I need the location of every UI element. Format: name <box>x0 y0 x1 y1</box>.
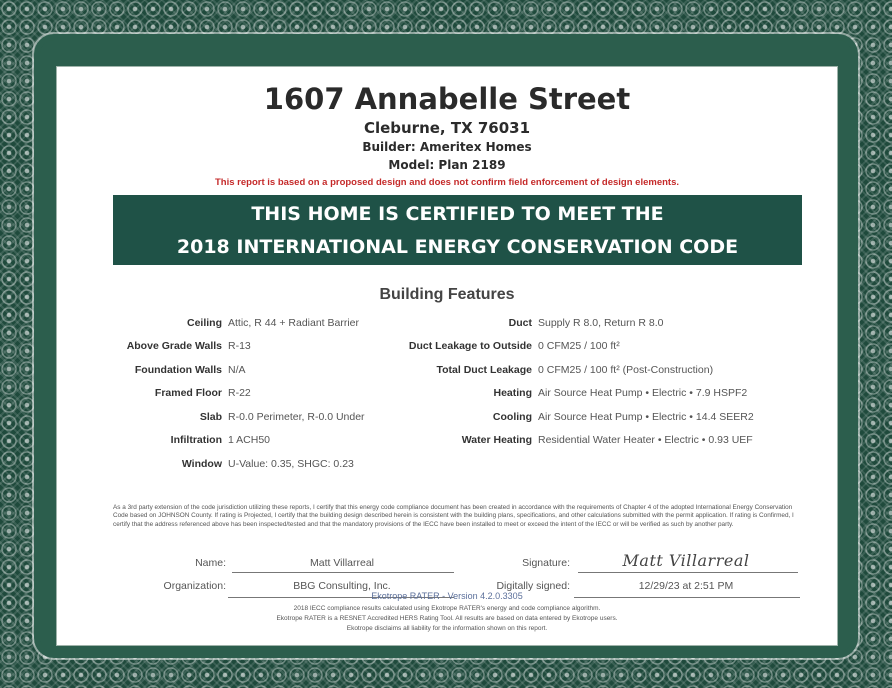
feature-label: Cooling <box>492 411 532 423</box>
banner-line-2: 2018 INTERNATIONAL ENERGY CONSERVATION CODE <box>176 236 739 258</box>
feature-value: Attic, R 44 + Radiant Barrier <box>228 317 360 329</box>
feature-label: Duct Leakage to Outside <box>408 340 532 352</box>
feature-value: U-Value: 0.35, SHGC: 0.23 <box>228 458 354 470</box>
feature-value: 0 CFM25 / 100 ft² <box>538 340 620 352</box>
address-title: 1607 Annabelle Street <box>263 82 631 116</box>
digitally-signed-value: 12/29/23 at 2:51 PM <box>638 580 734 592</box>
design-disclaimer: This report is based on a proposed design and does not confirm field enforcement of design elements. <box>215 177 679 188</box>
feature-label: Infiltration <box>170 434 222 446</box>
organization-value: BBG Consulting, Inc. <box>293 580 391 592</box>
feature-value: 1 ACH50 <box>228 434 271 446</box>
feature-label: Above Grade Walls <box>126 340 222 352</box>
name-value: Matt Villarreal <box>310 557 374 569</box>
feature-label: Window <box>181 458 222 470</box>
digitally-signed-label: Digitally signed: <box>496 580 570 592</box>
footer-line-3: Ekotrope disclaims all liability for the information shown on this report. <box>346 625 548 632</box>
signature-value: Matt Villarreal <box>622 551 750 570</box>
software-version: Ekotrope RATER - Version 4.2.0.3305 <box>371 591 523 601</box>
feature-value: R-22 <box>228 387 251 399</box>
feature-value: Supply R 8.0, Return R 8.0 <box>538 317 664 329</box>
feature-value: Air Source Heat Pump • Electric • 7.9 HSPF2 <box>538 387 748 399</box>
feature-label: Heating <box>493 387 532 399</box>
feature-value: N/A <box>228 364 246 376</box>
builder-line: Builder: Ameritex Homes <box>362 140 532 154</box>
footer-line-1: 2018 IECC compliance results calculated using Ekotrope RATER's energy and code compliance algorithm. <box>293 605 601 612</box>
certification-statement: As a 3rd party extension of the code jurisdiction utilizing these reports, I certify that this energy code compliance document has been created in accordance with the requirements of Chapter 4 of the adopted International Energy Conservation Code based on JOHNSON County. If rating is Projected, I certify that the building design described herein is consistent with the building plans, specifications, and other calculations submitted with the permit application. If rating is Confirmed, I certify that the address referenced above has been inspected/tested and that the mandatory provisions of the IECC have been installed to meet or exceed the intent of the IECC or will be verified as such by another party. <box>113 504 794 528</box>
feature-label: Ceiling <box>186 317 222 329</box>
model-line: Model: Plan 2189 <box>388 158 506 172</box>
name-label: Name: <box>195 557 226 569</box>
feature-label: Duct <box>508 317 532 329</box>
feature-value: R-0.0 Perimeter, R-0.0 Under <box>228 411 365 423</box>
features-heading: Building Features <box>379 286 515 303</box>
feature-label: Foundation Walls <box>134 364 222 376</box>
signature-line <box>578 572 798 573</box>
feature-label: Water Heating <box>461 434 532 446</box>
city-line: Cleburne, TX 76031 <box>363 119 531 137</box>
footer-line-2: Ekotrope RATER is a RESNET Accredited HERS Rating Tool. All results are based on data entered by Ekotrope users. <box>276 615 618 622</box>
name-line <box>232 572 454 573</box>
feature-label: Total Duct Leakage <box>436 364 532 376</box>
feature-value: Residential Water Heater • Electric • 0.93 UEF <box>538 434 753 446</box>
feature-label: Framed Floor <box>154 387 222 399</box>
feature-label: Slab <box>199 411 222 423</box>
signature-label: Signature: <box>522 557 570 569</box>
feature-value: Air Source Heat Pump • Electric • 14.4 SEER2 <box>538 411 754 423</box>
banner-line-1: THIS HOME IS CERTIFIED TO MEET THE <box>251 203 664 225</box>
feature-value: 0 CFM25 / 100 ft² (Post-Construction) <box>538 364 714 376</box>
organization-label: Organization: <box>163 580 226 592</box>
feature-value: R-13 <box>228 340 251 352</box>
certification-banner <box>113 195 802 265</box>
